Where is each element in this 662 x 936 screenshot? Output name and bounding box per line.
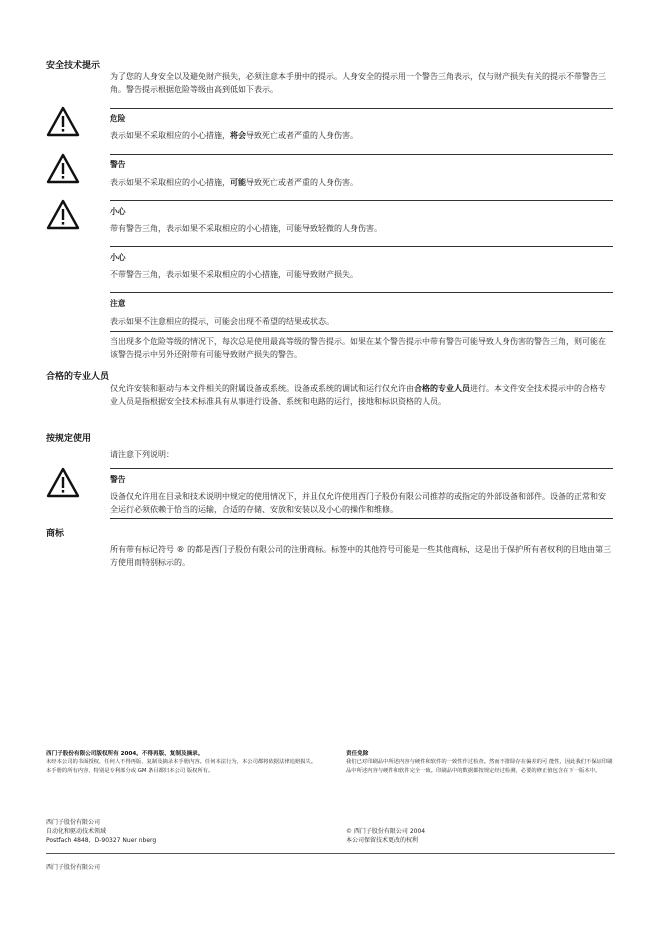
warning-triangle-icon [46,153,80,184]
disclaimer-title: 责任免除 [346,751,369,757]
address-block [46,818,306,845]
trademark-text: 所有带有标记符号 ® 的都是西门子股份有限公司的注册商标。标签中的其他符号可能是一些其他商标，这是出于保护所有者权利的目地由第三方使用而特别标示的。 [110,545,612,567]
disclaimer-text: 我们已对印刷品中所述内容与硬件和软件的一致性作过检查。然而不排除存在偏差的可 能性，因此我们不保证印刷品中所述内容与硬件和软件完全一致。印刷品中的数据都按规定经过检测，必要的修正值包含在下一版本中。 [346,759,613,774]
danger-text: 表示如果不采取相应的小心措施，将会导致死亡或者严重的人身伤害。 [110,131,358,140]
divider [110,154,613,155]
usage-warning-text: 设备仅允许用在目录和技术说明中规定的使用情况下，并且仅允许使用西门子股份有限公司推荐的或指定的外部设备和部件。设备的正常和安全运行必须依赖于恰当的运输，合适的存储、安放和安装以及小心的操作和维修。 [110,492,606,514]
caution-triangle-text: 带有警告三角，表示如果不采取相应的小心措施，可能导致轻微的人身伤害。 [110,224,382,233]
warning-text: 表示如果不采取相应的小心措施，可能导致死亡或者严重的人身伤害。 [110,178,358,187]
signal-word-notice: 注意 [110,299,126,308]
divider [110,518,613,519]
usage-intro: 请注意下列说明： [110,450,174,459]
divider [110,468,613,469]
signal-word-warning: 警告 [110,475,126,484]
divider [110,292,613,293]
section-title-qualified: 合格的专业人员 [46,372,110,382]
divider [110,246,613,247]
section-title-usage: 按规定使用 [46,434,92,444]
warning-triangle-icon [46,106,80,137]
section-title-safety: 安全技术提示 [46,61,101,71]
signal-word-caution: 小心 [110,207,126,216]
copyright-title: 西门子股份有限公司版权所有 2004。不得再版、复制及摘录。 [46,751,204,757]
warning-triangle-icon [46,199,80,230]
notice-text: 表示如果不注意相应的提示，可能会出现不希望的结果或状态。 [110,317,334,326]
address-line: Postfach 4848，D-90327 Nuer nberg [46,837,157,844]
copyright-block [346,827,616,845]
caution-text: 不带警告三角，表示如果不采取相应的小心措施，可能导致财产损失。 [110,270,358,279]
signal-word-caution: 小心 [110,253,126,262]
warning-triangle-icon [46,467,80,498]
section-title-trademark: 商标 [46,529,65,539]
copyright-text: 未经本公司的书面授权，任何人不得再版、复制及摘录本手册内容。任何本法行为，本公司都将依据法律追赔损失。本手册的所有内容，特别是专利部分或 GM 条目都归本公司 版权所有。 [46,759,317,774]
footer-divider [46,853,615,854]
copyright-short: © 西门子股份有限公司 2004 [346,828,426,835]
signal-word-warning: 警告 [110,160,126,169]
safety-intro: 为了您的人身安全以及避免财产损失，必须注意本手册中的提示。人身安全的提示用一个警告三角表示，仅与财产损失有关的提示不带警告三角。警告提示根据危险等级由高到低如下表示。 [110,72,606,94]
signal-word-danger: 危险 [110,114,126,123]
address-line: 西门子股份有限公司 [46,819,101,826]
rights-note: 本公司保留技术更改的权利 [346,837,419,844]
divider [110,200,613,201]
bottom-company: 西门子股份有限公司 [46,864,101,871]
divider [110,108,613,109]
address-line: 自动化和驱动技术领域 [46,828,107,835]
multiple-warnings-text: 当出现多个危险等级的情况下，每次总是使用最高等级的警告提示。如果在某个警告提示中带有警告可能导致人身伤害的警告三角，则可能在该警告提示中另外还附带有可能导致财产损失的警告。 [110,337,606,359]
divider [110,331,613,332]
qualified-text: 仅允许安装和驱动与本文件相关的附属设备或系统。设备或系统的调试和运行仅允许由合格的专业人员进行。本文件安全技术提示中的合格专业人员是指根据安全技术标准具有从事进行设备、系统和电路的运行，接地和标识资格的人员。 [110,384,606,406]
